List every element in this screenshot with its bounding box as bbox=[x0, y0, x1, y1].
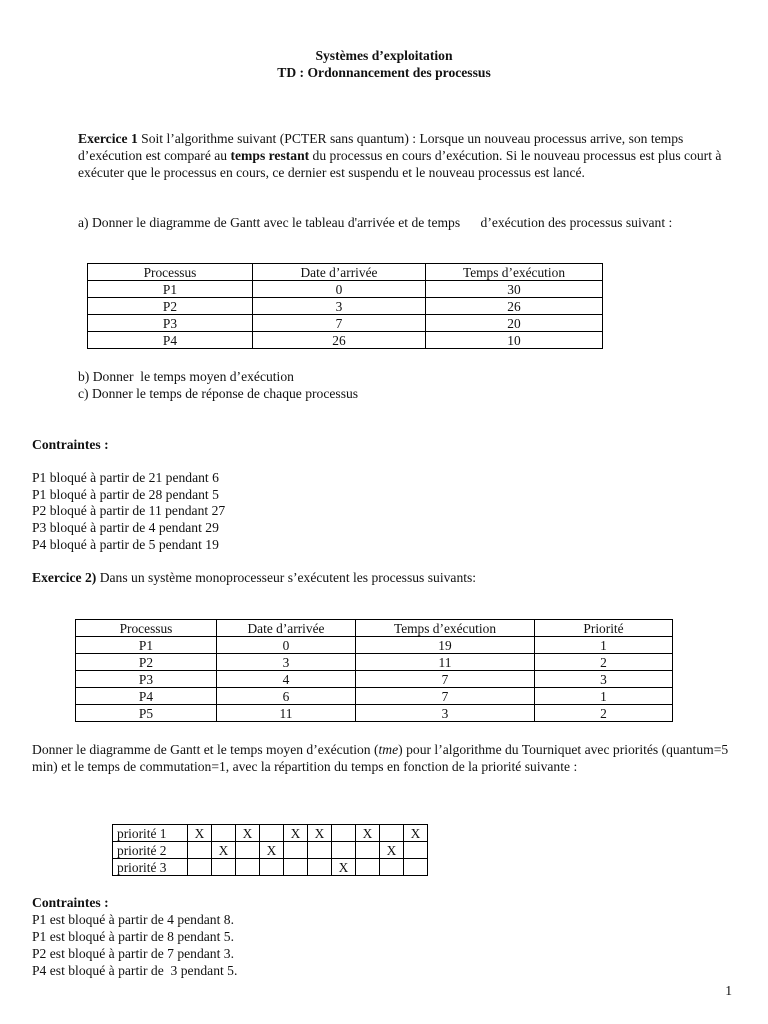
priority-row bbox=[113, 842, 428, 859]
priority-cell bbox=[284, 859, 308, 876]
table-cell: 2 bbox=[535, 654, 673, 671]
priority-cell bbox=[188, 859, 212, 876]
table-cell: 11 bbox=[217, 705, 356, 722]
priority-cell bbox=[332, 842, 356, 859]
table-header-cell: Temps d’exécution bbox=[356, 620, 535, 637]
priority-cell bbox=[236, 859, 260, 876]
constraint-item: P4 est bloqué à partir de 3 pendant 5. bbox=[32, 963, 238, 978]
table-cell: 20 bbox=[426, 315, 603, 332]
table-cell: 11 bbox=[356, 654, 535, 671]
priority-cell bbox=[380, 825, 404, 842]
priority-cell bbox=[236, 842, 260, 859]
priority-row bbox=[113, 859, 428, 876]
ex1-process-table bbox=[87, 263, 603, 349]
table-row bbox=[76, 637, 673, 654]
ex2-question bbox=[32, 741, 737, 775]
constraint-item: P1 bloqué à partir de 21 pendant 6 bbox=[32, 470, 219, 485]
table-row bbox=[76, 688, 673, 705]
priority-cell bbox=[404, 859, 428, 876]
priority-cell bbox=[284, 842, 308, 859]
priority-cell: X bbox=[260, 842, 284, 859]
priority-cell bbox=[308, 842, 332, 859]
table-cell: 7 bbox=[356, 688, 535, 705]
table-cell: 19 bbox=[356, 637, 535, 654]
doc-subtitle: TD : Ordonnancement des processus bbox=[277, 65, 491, 80]
table-cell: P1 bbox=[76, 637, 217, 654]
ex1-question-c: c) Donner le temps de réponse de chaque processus bbox=[78, 386, 359, 401]
priority-cell bbox=[356, 859, 380, 876]
table-cell: 0 bbox=[217, 637, 356, 654]
priority-cell bbox=[260, 859, 284, 876]
priority-cell: X bbox=[380, 842, 404, 859]
constraint-item: P2 est bloqué à partir de 7 pendant 3. bbox=[32, 946, 234, 961]
priority-row bbox=[113, 825, 428, 842]
ex2-constraints-title: Contraintes : bbox=[32, 895, 109, 910]
ex2-question-b: ) pour l’algorithme du Tourniquet avec priorités (quantum=5 min) et le temps de commutation=1, avec la répartition du temps en fonction de la priorité suivante : bbox=[32, 742, 729, 774]
table-cell: P4 bbox=[88, 332, 253, 349]
table-row bbox=[76, 654, 673, 671]
ex1-label: Exercice 1 bbox=[78, 131, 138, 146]
table-cell: 10 bbox=[426, 332, 603, 349]
table-cell: 26 bbox=[426, 298, 603, 315]
table-header-cell: Processus bbox=[88, 264, 253, 281]
priority-cell: X bbox=[332, 859, 356, 876]
table-header-cell: Date d’arrivée bbox=[253, 264, 426, 281]
table-cell: 4 bbox=[217, 671, 356, 688]
priority-cell: X bbox=[404, 825, 428, 842]
table-cell: P3 bbox=[88, 315, 253, 332]
table-cell: 3 bbox=[253, 298, 426, 315]
table-cell: 30 bbox=[426, 281, 603, 298]
table-header-cell: Processus bbox=[76, 620, 217, 637]
priority-cell bbox=[380, 859, 404, 876]
table-cell: 3 bbox=[356, 705, 535, 722]
priority-cell: X bbox=[212, 842, 236, 859]
table-header-cell: Priorité bbox=[535, 620, 673, 637]
priority-cell: X bbox=[356, 825, 380, 842]
priority-cell bbox=[308, 859, 332, 876]
table-cell: P3 bbox=[76, 671, 217, 688]
constraint-item: P1 est bloqué à partir de 8 pendant 5. bbox=[32, 929, 234, 944]
table-cell: 26 bbox=[253, 332, 426, 349]
priority-cell bbox=[332, 825, 356, 842]
table-cell: 2 bbox=[535, 705, 673, 722]
table-row bbox=[76, 705, 673, 722]
priority-cell bbox=[356, 842, 380, 859]
table-row bbox=[88, 332, 603, 349]
table-cell: P2 bbox=[76, 654, 217, 671]
priority-cell: X bbox=[308, 825, 332, 842]
table-cell: 1 bbox=[535, 637, 673, 654]
ex2-question-tme: tme bbox=[378, 742, 399, 757]
priority-table bbox=[112, 824, 428, 876]
constraint-item: P1 bloqué à partir de 28 pendant 5 bbox=[32, 487, 219, 502]
constraint-item: P3 bloqué à partir de 4 pendant 29 bbox=[32, 520, 219, 535]
ex1-intro-a: Soit l’algorithme suivant (PCTER sans quantum) : Lorsque un nouveau processus arrive, son temps d’exécution est comparé au bbox=[78, 131, 684, 163]
constraint-item: P2 bloqué à partir de 11 pendant 27 bbox=[32, 503, 226, 518]
priority-cell bbox=[212, 825, 236, 842]
table-header-cell: Temps d’exécution bbox=[426, 264, 603, 281]
table-row bbox=[88, 298, 603, 315]
doc-title: Systèmes d’exploitation bbox=[315, 48, 453, 63]
table-cell: 3 bbox=[535, 671, 673, 688]
ex2-label: Exercice 2) bbox=[32, 570, 97, 585]
priority-label: priorité 3 bbox=[113, 859, 188, 876]
table-cell: 7 bbox=[356, 671, 535, 688]
table-cell: P4 bbox=[76, 688, 217, 705]
table-cell: 1 bbox=[535, 688, 673, 705]
ex1-intro-bold: temps restant bbox=[230, 148, 310, 163]
priority-cell: X bbox=[236, 825, 260, 842]
ex1-intro-b: du processus en cours d’exécution. Si le nouveau processus est plus court à exécuter que le processus en cours, ce dernier est suspendu et le nouveau processus est lancé. bbox=[78, 148, 722, 180]
table-cell: 6 bbox=[217, 688, 356, 705]
ex1-question-a: a) Donner le diagramme de Gantt avec le tableau d'arrivée et de temps d’exécution des processus suivant : bbox=[78, 215, 673, 230]
table-row bbox=[76, 671, 673, 688]
table-cell: P2 bbox=[88, 298, 253, 315]
table-cell: P1 bbox=[88, 281, 253, 298]
ex1-intro bbox=[78, 130, 728, 181]
priority-cell: X bbox=[284, 825, 308, 842]
table-cell: 0 bbox=[253, 281, 426, 298]
ex2-question-a: Donner le diagramme de Gantt et le temps moyen d’exécution ( bbox=[32, 742, 379, 757]
ex1-constraints-title: Contraintes : bbox=[32, 437, 109, 452]
priority-cell bbox=[212, 859, 236, 876]
priority-cell bbox=[260, 825, 284, 842]
table-header-row bbox=[76, 620, 673, 637]
page-number: 1 bbox=[725, 983, 732, 998]
table-cell: 3 bbox=[217, 654, 356, 671]
ex1-question-b: b) Donner le temps moyen d’exécution bbox=[78, 369, 294, 384]
constraint-item: P4 bloqué à partir de 5 pendant 19 bbox=[32, 537, 219, 552]
table-cell: 7 bbox=[253, 315, 426, 332]
ex2-intro bbox=[32, 569, 732, 586]
table-header-cell: Date d’arrivée bbox=[217, 620, 356, 637]
constraint-item: P1 est bloqué à partir de 4 pendant 8. bbox=[32, 912, 234, 927]
table-cell: P5 bbox=[76, 705, 217, 722]
priority-label: priorité 2 bbox=[113, 842, 188, 859]
priority-cell bbox=[404, 842, 428, 859]
priority-cell bbox=[188, 842, 212, 859]
priority-cell: X bbox=[188, 825, 212, 842]
priority-label: priorité 1 bbox=[113, 825, 188, 842]
ex2-process-table bbox=[75, 619, 673, 722]
table-row bbox=[88, 315, 603, 332]
ex2-intro-text: Dans un système monoprocesseur s’exécutent les processus suivants: bbox=[96, 570, 477, 585]
table-header-row bbox=[88, 264, 603, 281]
table-row bbox=[88, 281, 603, 298]
